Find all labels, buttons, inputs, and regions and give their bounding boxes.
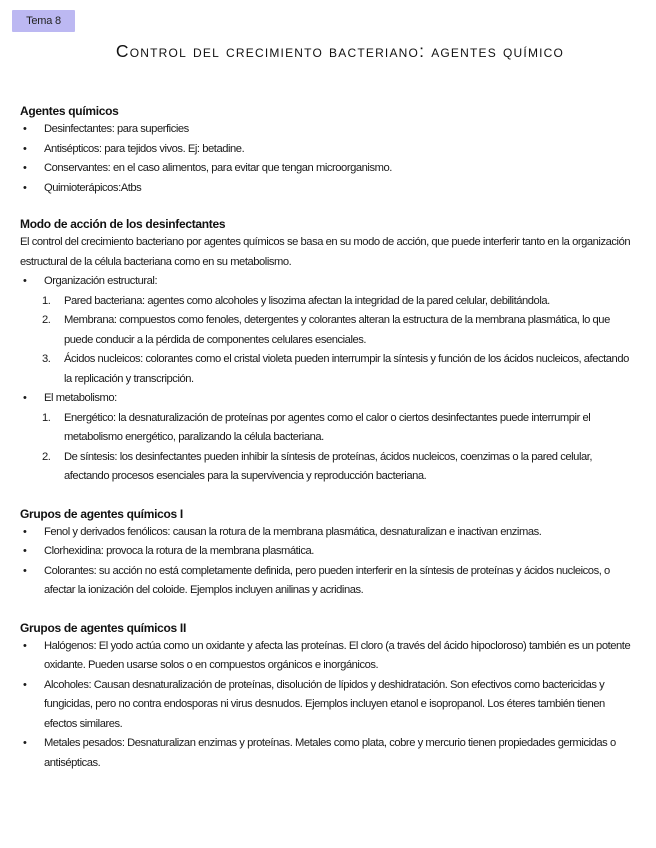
item-number: 1. bbox=[42, 411, 51, 424]
bullet-icon: • bbox=[23, 181, 27, 194]
numbered-item bbox=[20, 350, 632, 389]
list-item-text: Colorantes: su acción no está completamente definida, pero pueden interferir en la síntesis de proteínas y ácidos nucleicos, o afectar la ionización del coloide. Ejemplos incluyen anilinas y acridinas. bbox=[44, 564, 610, 596]
numbered-item bbox=[20, 448, 632, 487]
numbered-item-text: Pared bacteriana: agentes como alcoholes y lisozima afectan la integridad de la pared celular, debilitándola. bbox=[64, 294, 550, 307]
bullet-icon: • bbox=[23, 545, 27, 557]
section-heading: Grupos de agentes químicos II bbox=[20, 620, 187, 635]
bullet-icon: • bbox=[23, 142, 27, 155]
list-item bbox=[20, 159, 632, 179]
bullet-icon: • bbox=[23, 275, 27, 287]
numbered-item-text: De síntesis: los desinfectantes pueden inhibir la síntesis de proteínas, ácidos nucleicos, coenzimas o la pared celular, afectando procesos esenciales para la supervivencia y reproducción bacteriana. bbox=[64, 450, 593, 482]
list-item bbox=[20, 734, 632, 773]
list-item-text: Antisépticos: para tejidos vivos. Ej: betadine. bbox=[44, 142, 245, 155]
list-item bbox=[20, 272, 632, 292]
list-item bbox=[20, 523, 632, 543]
section-heading: Grupos de agentes químicos I bbox=[20, 506, 183, 521]
section-heading: Modo de acción de los desinfectantes bbox=[20, 217, 226, 231]
bullet-icon: • bbox=[23, 639, 27, 652]
section-grupos-i bbox=[20, 505, 632, 601]
list-item bbox=[20, 676, 632, 735]
list-item bbox=[20, 637, 632, 676]
bullet-icon: • bbox=[23, 392, 27, 404]
numbered-list bbox=[20, 409, 632, 487]
bullet-list bbox=[20, 120, 632, 198]
bullet-icon: • bbox=[23, 678, 27, 691]
bullet-list bbox=[20, 637, 632, 774]
list-item bbox=[20, 389, 632, 409]
list-item bbox=[20, 542, 632, 562]
list-item-text: Desinfectantes: para superficies bbox=[44, 123, 189, 135]
page-title: Control del crecimiento bacteriano: agentes químico bbox=[115, 41, 565, 61]
section-modo-de-accion bbox=[20, 215, 632, 487]
list-item-text: Conservantes: en el caso alimentos, para evitar que tengan microorganismo. bbox=[44, 162, 392, 174]
section-intro: El control del crecimiento bacteriano por agentes químicos se basa en su modo de acción, que puede interferir tanto en la organización estructural de la célula bacteriana como en su metabolismo. bbox=[20, 236, 631, 268]
bullet-list bbox=[20, 389, 632, 409]
list-item-text: Metales pesados: Desnaturalizan enzimas y proteínas. Metales como plata, cobre y mercurio tienen propiedades germicidas o antisépticas. bbox=[44, 737, 616, 769]
numbered-item-text: Ácidos nucleicos: colorantes como el cristal violeta pueden interrumpir la síntesis y función de los ácidos nucleicos, afectando la replicación y transcripción. bbox=[64, 353, 629, 385]
topic-tag: Tema 8 bbox=[12, 10, 75, 32]
numbered-item bbox=[20, 292, 632, 312]
list-item-text: Clorhexidina: provoca la rotura de la membrana plasmática. bbox=[44, 545, 314, 557]
section-grupos-ii bbox=[20, 619, 632, 774]
list-item-text: Alcoholes: Causan desnaturalización de proteínas, disolución de lípidos y deshidratación. Son efectivos como bactericidas y fungicidas, pero no contra endosporas ni virus desnudos. Ejemplos incluyen etanol e isopropanol. Los éteres también tienen efectos similares. bbox=[44, 678, 605, 730]
numbered-list bbox=[20, 292, 632, 390]
item-number: 2. bbox=[42, 314, 51, 326]
item-number: 2. bbox=[42, 450, 51, 463]
item-number: 3. bbox=[42, 353, 51, 365]
list-item bbox=[20, 179, 632, 199]
bullet-icon: • bbox=[23, 162, 27, 174]
bullet-icon: • bbox=[23, 123, 27, 135]
list-item-text: El metabolismo: bbox=[44, 392, 117, 404]
document-body bbox=[20, 102, 632, 773]
bullet-icon: • bbox=[23, 737, 27, 749]
bullet-list bbox=[20, 272, 632, 292]
numbered-item-text: Energético: la desnaturalización de proteínas por agentes como el calor o ciertos desinfectantes puede interrumpir el metabolismo energético, paralizando la célula bacteriana. bbox=[64, 411, 591, 443]
list-item bbox=[20, 562, 632, 601]
section-heading: Agentes químicos bbox=[20, 104, 119, 118]
item-number: 1. bbox=[42, 294, 51, 307]
list-item bbox=[20, 140, 632, 160]
list-item-text: Organización estructural: bbox=[44, 275, 158, 287]
bullet-list bbox=[20, 523, 632, 601]
list-item-text: Halógenos: El yodo actúa como un oxidante y afecta las proteínas. El cloro (a través del ácido hipocloroso) también es un potente oxidante. Pueden usarse solos o en compuestos orgánicos e inorgánicos. bbox=[44, 639, 631, 671]
list-item-text: Quimioterápicos:Atbs bbox=[44, 181, 142, 194]
numbered-item bbox=[20, 311, 632, 350]
bullet-icon: • bbox=[23, 564, 27, 577]
section-agentes-quimicos bbox=[20, 102, 632, 198]
list-item-text: Fenol y derivados fenólicos: causan la rotura de la membrana plasmática, desnaturalizan e inactivan enzimas. bbox=[44, 525, 542, 538]
bullet-icon: • bbox=[23, 525, 27, 538]
numbered-item bbox=[20, 409, 632, 448]
list-item bbox=[20, 120, 632, 140]
numbered-item-text: Membrana: compuestos como fenoles, detergentes y colorantes alteran la estructura de la membrana plasmática, lo que puede conducir a la pérdida de componentes celulares esenciales. bbox=[64, 314, 610, 346]
